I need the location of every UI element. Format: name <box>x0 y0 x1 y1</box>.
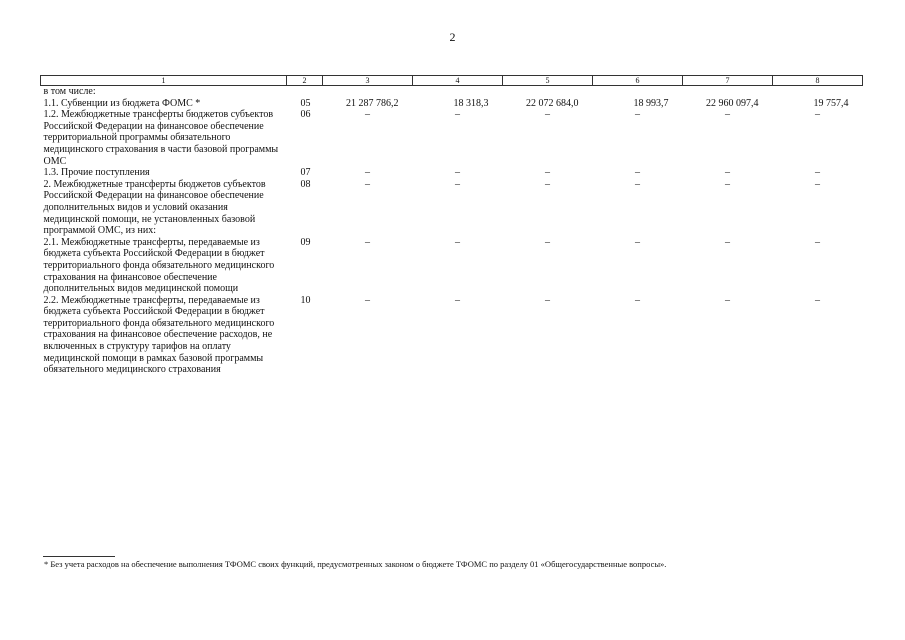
column-header: 1 <box>41 76 287 86</box>
row-value: – <box>635 109 640 121</box>
row-value: 18 993,7 <box>633 97 669 109</box>
row-value: – <box>365 236 370 248</box>
column-header: 3 <box>323 76 413 86</box>
row-value: – <box>815 167 820 179</box>
table-row <box>41 237 863 295</box>
row-code: 09 <box>300 236 311 248</box>
row-value: – <box>455 294 460 306</box>
row-value: – <box>545 178 550 190</box>
row-value: – <box>815 109 820 121</box>
row-value: – <box>815 294 820 306</box>
row-value: – <box>545 109 550 121</box>
row-value: – <box>635 294 640 306</box>
row-value: – <box>635 167 640 179</box>
row-value: – <box>725 167 730 179</box>
row-name: 1.1. Субвенции из бюджета ФОМС * <box>43 97 201 109</box>
row-value: – <box>545 167 550 179</box>
row-name: 2.2. Межбюджетные трансферты, передаваемые из бюджета субъекта Российской Федерации в бюджет территориального фонда обязательного медицинского страхования на финансовое обеспечение расходов, не включенных в структуру тарифов на оплату медицинской помощи в рамках базовой программы обязательного медицинского страхования <box>43 294 275 376</box>
row-name: 2. Межбюджетные трансферты бюджетов субъектов Российской Федерации на финансовое обеспечение дополнительных видов и условий оказания медицинской помощи, не установленных базовой программой ОМС, из них: <box>43 178 266 237</box>
row-value: – <box>635 178 640 190</box>
row-value <box>593 86 683 98</box>
row-value: 21 287 786,2 <box>346 97 399 109</box>
row-code <box>287 86 323 98</box>
row-value <box>683 86 773 98</box>
table-row <box>41 295 863 376</box>
page-number: 2 <box>449 30 456 44</box>
row-value: – <box>725 178 730 190</box>
table-row <box>41 98 863 110</box>
row-value: – <box>365 178 370 190</box>
row-value: – <box>365 109 370 121</box>
column-header: 2 <box>287 76 323 86</box>
column-header: 4 <box>413 76 503 86</box>
row-value: 18 318,3 <box>453 97 489 109</box>
row-code: 05 <box>300 97 311 109</box>
row-name: 2.1. Межбюджетные трансферты, передаваемые из бюджета субъекта Российской Федерации в бюджет территориального фонда обязательного медицинского страхования на финансовое обеспечение дополнительных видов медицинской помощи <box>43 236 275 295</box>
footnote: * Без учета расходов на обеспечение выполнения ТФОМС своих функций, предусмотренных законом о бюджете ТФОМС по разделу 01 «Общегосударственные вопросы». <box>44 559 667 569</box>
row-value: – <box>365 294 370 306</box>
table-row <box>41 167 863 179</box>
column-header: 8 <box>773 76 863 86</box>
row-value: – <box>635 236 640 248</box>
table-row <box>41 109 863 167</box>
row-code: 06 <box>300 109 311 121</box>
row-value: – <box>815 236 820 248</box>
table-row <box>41 86 863 98</box>
row-value <box>773 86 863 98</box>
row-name: в том числе: <box>43 86 96 97</box>
row-value: – <box>725 294 730 306</box>
row-value <box>413 86 503 98</box>
row-value: – <box>455 167 460 179</box>
row-value <box>503 86 593 98</box>
row-value: 22 960 097,4 <box>706 97 759 109</box>
footnote-divider <box>43 556 115 557</box>
budget-table <box>40 75 863 376</box>
row-value: – <box>545 294 550 306</box>
column-header: 6 <box>593 76 683 86</box>
table-row <box>41 179 863 237</box>
row-code: 07 <box>300 167 311 179</box>
row-value: – <box>365 167 370 179</box>
row-code: 10 <box>300 294 311 306</box>
row-value: – <box>455 236 460 248</box>
row-value: 22 072 684,0 <box>526 97 579 109</box>
row-value: – <box>455 178 460 190</box>
row-value: – <box>455 109 460 121</box>
row-value: – <box>725 236 730 248</box>
row-name: 1.3. Прочие поступления <box>43 167 150 179</box>
column-header: 7 <box>683 76 773 86</box>
row-value <box>323 86 413 98</box>
row-code: 08 <box>300 178 311 190</box>
row-value: – <box>725 109 730 121</box>
column-header: 5 <box>503 76 593 86</box>
column-number-header-row <box>41 76 863 86</box>
row-value: – <box>815 178 820 190</box>
row-value: 19 757,4 <box>813 97 849 109</box>
row-value: – <box>545 236 550 248</box>
row-name: 1.2. Межбюджетные трансферты бюджетов субъектов Российской Федерации на финансовое обеспечение территориальной программы обязательного медицинского страхования в части базовой программы ОМС <box>43 109 279 167</box>
